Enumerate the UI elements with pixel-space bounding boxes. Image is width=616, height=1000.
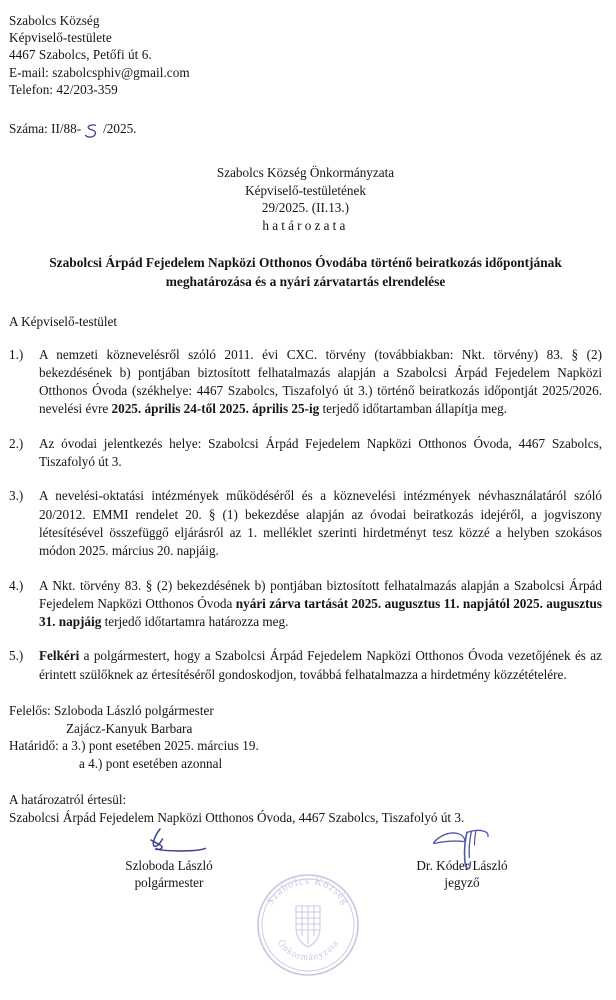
point-text: a polgármestert, hogy a Szabolcsi Árpád Fejedelem Napközi Otthonos Óvoda vezetőjének és az érintett szülőknek az értesítéséről gondoskodjon, továbbá felhatalmazza a hirdetmény közzétételére. <box>39 648 602 682</box>
letterhead <box>9 12 602 98</box>
signature-block <box>9 857 602 892</box>
point-text: Az óvodai jelentkezés helye: Szabolcsi Árpád Fejedelem Napközi Otthonos Óvoda, 4467 Szabolcs, Tiszafolyó út 3. <box>39 435 602 470</box>
resolution-point <box>9 435 602 472</box>
notification-recipient: Szabolcsi Árpád Fejedelem Napközi Otthonos Óvoda, 4467 Szabolcs, Tiszafolyó út 3. <box>9 810 465 825</box>
point-marker: 4.) <box>9 577 24 593</box>
point-text: terjedő időtartamra határozza meg. <box>101 614 289 630</box>
point-emphasis: nyári zárva tartását 2025. augusztus 11. napjától 2025. augusztus 31. napjáig <box>39 595 602 630</box>
signature-role-mayor: polgármester <box>134 875 204 891</box>
header-body: Képviselő-testületének <box>245 182 366 198</box>
intro-text: A Képviselő-testület <box>9 313 118 329</box>
deadline-second-line: a 4.) pont esetében azonnal <box>79 755 223 771</box>
notification-heading: A határozatról értesül: <box>9 792 127 808</box>
letterhead-email: E-mail: szabolcsphiv@gmail.com <box>9 64 190 80</box>
point-emphasis: Felkéri <box>39 648 80 664</box>
responsible-second-person: Zajácz-Kanyuk Barbara <box>66 720 193 736</box>
notification-block <box>9 791 602 826</box>
resolution-point <box>9 346 602 419</box>
signature-role-notary: jegyző <box>444 875 480 891</box>
header-resolution-number: 29/2025. (II.13.) <box>261 200 350 216</box>
resolution-point <box>9 647 602 684</box>
header-municipality: Szabolcs Község Önkormányzata <box>216 165 395 181</box>
point-marker: 5.) <box>9 648 24 664</box>
signature-name-mayor: Szloboda László <box>125 857 213 873</box>
responsibility-block <box>9 702 602 772</box>
svg-text:Önkormányzata <box>275 937 341 963</box>
responsible-line: Felelős: Szloboda László polgármester <box>9 703 214 719</box>
stamp-text-bottom: Önkormányzata <box>274 938 342 964</box>
point-emphasis: 2025. április 24-től 2025. április 25-ig <box>111 401 320 417</box>
signature-mayor <box>59 857 279 892</box>
point-marker: 3.) <box>9 488 24 504</box>
point-text: terjedő időtartamban állapítja meg. <box>319 401 508 417</box>
letterhead-organization: Szabolcs Község <box>9 13 100 28</box>
document-number <box>9 120 136 137</box>
document-number-suffix: /2025. <box>103 121 137 137</box>
signature-name-notary: Dr. Kóder László <box>416 857 508 873</box>
resolution-point <box>9 577 602 632</box>
letterhead-address: 4467 Szabolcs, Petőfi út 6. <box>9 47 152 63</box>
point-marker: 1.) <box>9 346 24 362</box>
letterhead-phone: Telefon: 42/203-359 <box>9 81 118 97</box>
point-text: A nevelési-oktatási intézmények működéséről és a köznevelési intézmények névhasználatáról szóló 20/2012. EMMI rendelet 20. § (1) bekezdése alapján az óvodai beiratkozás idejéről, a jogviszony létesítésével összefüggő eljárásról az 1. melléklet szerinti hirdetményt tesz közzé a helyben szokásos módon 2025. március 20. napjáig. <box>39 488 602 559</box>
point-text: A nemzeti köznevelésről szóló 2011. évi CXC. törvény (továbbiakban: Nkt. törvény) 83. § (2) bekezdésének b) pontjában biztosított felhatalmazás alapján a Szabolcsi Árpád Fejedelem Napközi Otthonos Óvoda (székhelye: 4467 Szabolcs, Tiszafolyó út 3.) történő beiratkozás időpontját 2025/2026. nevelési évre <box>39 346 602 417</box>
document-number-prefix: Száma: II/88- <box>9 121 82 137</box>
resolution-points <box>9 346 602 684</box>
deadline-line: Határidő: a 3.) pont esetében 2025. március 19. <box>9 738 259 754</box>
point-marker: 2.) <box>9 435 24 451</box>
stamp-text-top: Szabolcs Község <box>265 875 351 908</box>
signature-notary <box>352 857 572 892</box>
resolution-header <box>9 164 602 234</box>
resolution-point <box>9 487 602 560</box>
point-text: A Nkt. törvény 83. § (2) bekezdésének b) pontjában biztosított felhatalmazás alapján a Szabolcsi Árpád Fejedelem Napközi Otthonos Óvoda <box>39 577 602 611</box>
letterhead-body: Képviselő-testülete <box>9 30 112 46</box>
page-title: Szabolcsi Árpád Fejedelem Napközi Otthonos Óvodába történő beiratkozás időpontjának meghatározása és a nyári zárvatartás elrendelése <box>49 255 562 289</box>
header-resolution-word: határozata <box>262 217 349 233</box>
